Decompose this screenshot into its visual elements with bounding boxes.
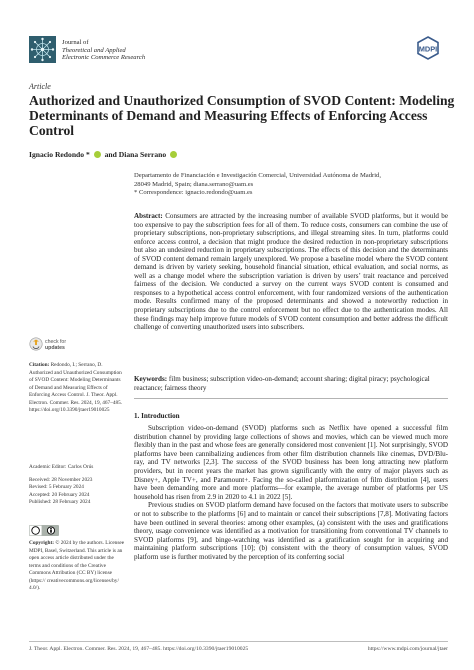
copyright-label: Copyright: [29, 540, 55, 546]
check-for-updates-icon [29, 337, 43, 351]
citation [29, 362, 125, 415]
abstract [134, 212, 448, 332]
orcid-icon[interactable] [94, 151, 101, 158]
copyright-notice [29, 540, 125, 593]
revised-date: Revised: 5 February 2024 [29, 484, 84, 491]
received-date: Received: 28 November 2023 [29, 476, 93, 483]
article-title: Authorized and Unauthorized Consumption of SVOD Content: Modeling Determinants of Demand and Measuring Effects of Enforcing Access Control [29, 93, 455, 139]
article-dates [29, 464, 125, 507]
section-heading: 1. Introduction [134, 412, 180, 420]
author-1[interactable]: Ignacio Redondo * [29, 150, 90, 159]
intro-paragraph-1: Subscription video-on-demand (SVOD) platforms such as Netflix have opened a successful film distribution channel by providing large collections of shows and movies, which can be viewed much more flexibly than in the past and whose fees are generally considered most convenient [1]. Not surprisingly, SVOD platforms have been cannibalizing audiences from other film distribution channels like cinemas, DVD/Blu-ray, and TV networks [2,3]. The success of the SVOD business has been long attracting new platform providers, but in recent years the market has grown significantly with the entry of major players such as Disney+, Apple TV+, and Paramount+. Facing the so-called platformization of film distribution [4], users have been demanding more and more platforms—for example, the average number of platforms per US household has risen from 2.9 in 2020 to 4.1 in 2022 [5]. [134, 424, 448, 501]
abstract-label: Abstract: [134, 212, 163, 220]
accepted-date: Accepted: 20 February 2024 [29, 491, 90, 498]
check-for-updates[interactable] [29, 337, 89, 353]
authors [29, 150, 179, 159]
affiliation-line-1: Departamento de Financiación e Investigación Comercial, Universidad Autónoma de Madrid, [134, 172, 382, 179]
footer-divider [29, 641, 448, 642]
journal-line-3: Electronic Commerce Research [62, 54, 146, 62]
updates-line-1: check for [45, 339, 67, 345]
citation-label: Citation: [29, 362, 50, 368]
intro-body [134, 424, 448, 562]
abstract-text: Consumers are attracted by the increasing number of available SVOD platforms, but it would be too expensive to pay the subscription fees for all of them. To reduce costs, consumers can combine the use of proprietary subscriptions, non-proprietary subscriptions, and illegal streaming sites. In turn, platforms could enforce access control, a decision that might produce the desired reduction in non-proprietary subscriptions but also an undesired reduction in proprietary subscriptions. The effects of this decision and the determinants of SVOD content demand remain largely unexplored. We propose a baseline model where the SVOD content demand is driven by variety seeking, household financial situation, ethical evaluation, and social norms, as well as a change model where the subscription variation is driven by users’ trait reactance and perceived fairness of the decision. We conducted a survey on the current ways SVOD content is consumed and responses to a hypothetical access control enforcement, with four randomized versions of the authentication mode. Results confirmed many of the proposed determinants and showed a noteworthy reduction in proprietary subscriptions due to the control enforcement but no effect due to the authentication modes. All these findings may help improve future models of SVOD content consumption and better address the difficult challenge of converting unauthorized users into subscribers. [134, 212, 448, 332]
mdpi-logo [411, 36, 445, 64]
article-type: Article [29, 82, 51, 91]
orcid-icon[interactable] [170, 151, 177, 158]
updates-line-2: updates [45, 345, 65, 351]
copyright-text: © 2024 by the authors. Licensee MDPI, Basel, Switzerland. This article is an open access article distributed under the terms and conditions of the Creative Commons Attribution (CC BY) license (https:// creativecommons.org/licenses/by/ 4.0/). [29, 540, 125, 591]
citation-text: Redondo, I.; Serrano, D. Authorized and Unauthorized Consumption of SVOD Content: Modeling Determinants of Demand and Measuring Effects of Enforcing Access Control. J. Theor. Appl. Electron. Commer. Res. 2024, 19, 467–485. https://doi.org/10.3390/jtaer19010025 [29, 362, 123, 413]
academic-editor: Academic Editor: Carlos Orús [29, 464, 94, 470]
journal-logo [29, 36, 56, 63]
author-2[interactable]: and Diana Serrano [104, 150, 167, 159]
keywords [134, 375, 448, 392]
journal-line-2: Theoretical and Applied [62, 46, 126, 54]
affiliation [134, 172, 454, 198]
mdpi-logo-text: MDPI [418, 44, 438, 54]
published-date: Published: 28 February 2024 [29, 499, 91, 506]
correspondence: * Correspondence: ignacio.redondo@uam.es [134, 189, 253, 197]
footer-journal-url[interactable]: https://www.mdpi.com/journal/jtaer [367, 646, 448, 652]
check-for-updates-label [45, 339, 66, 351]
divider [134, 398, 448, 399]
affiliation-line-2: 28049 Madrid, Spain; diana.serrano@uam.es [134, 180, 254, 188]
intro-paragraph-2: Previous studies on SVOD platform demand have focused on the factors that motivate users to subscribe or not to subscribe to the platforms [6] and to maintain or cancel their subscriptions [7,8]. Motivating factors have been outlined in several theories: among other examples, (a) consistent with the uses and gratifications theory, usage convenience was identified as a motivation for transitioning from conventional TV channels to SVOD platforms [9], and binge-watching was identified as a gratification sought for in acquiring and maintaining platform subscriptions [10]; (b) consistent with the theory of consumption values, SVOD platform use is further motivated by the perception of its conferring social [134, 501, 448, 561]
journal-line-1: Journal of [62, 39, 89, 46]
keywords-label: Keywords: [134, 375, 168, 383]
keywords-text: film business; subscription video-on-demand; account sharing; digital piracy; psychological reactance; fairness theory [134, 375, 430, 392]
cc-by-license-icon[interactable] [29, 525, 59, 536]
footer-citation[interactable]: J. Theor. Appl. Electron. Commer. Res. 2024, 19, 467–485. https://doi.org/10.3390/jtaer19010025 [29, 646, 249, 652]
journal-name [62, 39, 145, 62]
